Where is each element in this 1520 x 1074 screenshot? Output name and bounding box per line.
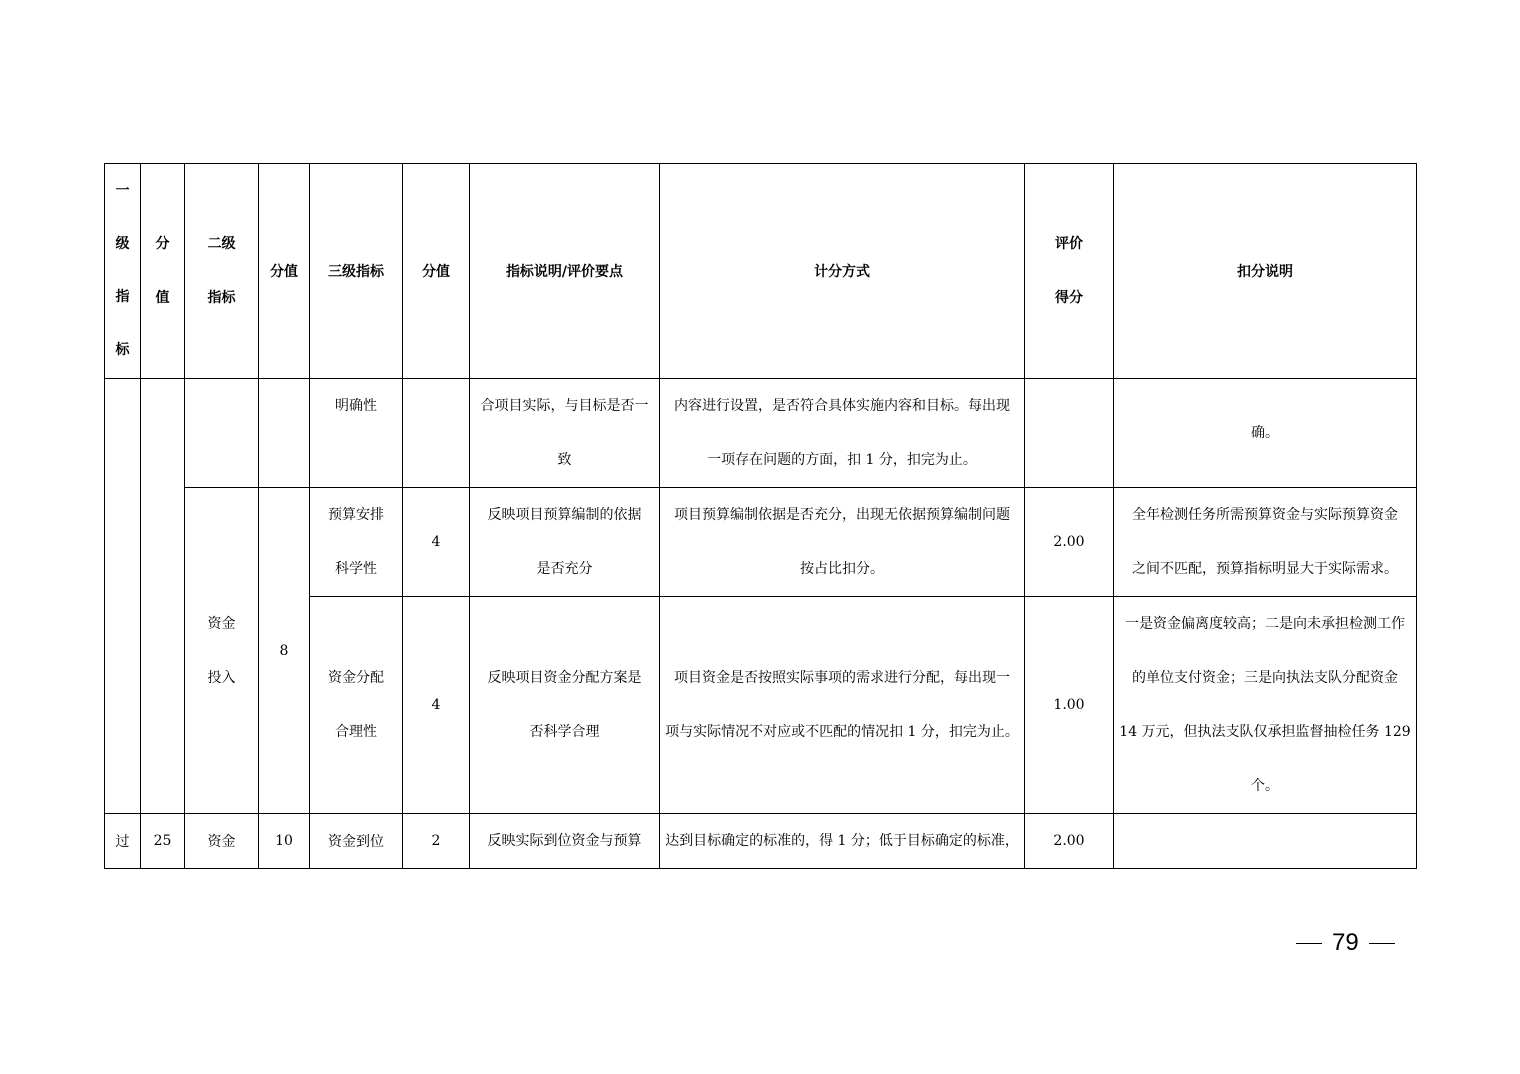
eval-score-cell: 1.00 <box>1025 597 1114 814</box>
header-level2: 二级 指标 <box>185 164 259 379</box>
level1-cell: 过 <box>105 814 141 869</box>
page-number-dash-right <box>1369 943 1395 944</box>
score3-cell: 4 <box>403 488 470 597</box>
header-description: 指标说明/评价要点 <box>470 164 660 379</box>
scoring-method-cell: 达到目标确定的标准的，得 1 分；低于目标确定的标准， <box>660 814 1025 869</box>
scoring-method-cell: 项目资金是否按照实际事项的需求进行分配，每出现一 项与实际情况不对应或不匹配的情况扣 1 分，扣完为止。 <box>660 597 1025 814</box>
header-eval-score: 评价 得分 <box>1025 164 1114 379</box>
score3-cell: 4 <box>403 597 470 814</box>
page-number-dash-left <box>1296 943 1322 944</box>
scoring-method-cell: 项目预算编制依据是否充分，出现无依据预算编制问题 按占比扣分。 <box>660 488 1025 597</box>
level3-cell: 资金到位 <box>310 814 403 869</box>
header-scoring-method: 计分方式 <box>660 164 1025 379</box>
deduction-note-cell <box>1114 814 1417 869</box>
table-row <box>105 488 1417 597</box>
header-score3: 分值 <box>403 164 470 379</box>
score2-cell: 8 <box>259 488 310 814</box>
score1-cell: 25 <box>141 814 185 869</box>
description-cell: 反映项目预算编制的依据 是否充分 <box>470 488 660 597</box>
table-header-row <box>105 164 1417 379</box>
level2-cell: 资金 投入 <box>185 488 259 814</box>
description-cell: 反映项目资金分配方案是 否科学合理 <box>470 597 660 814</box>
score3-cell-empty <box>403 379 470 488</box>
table-row <box>105 379 1417 488</box>
score1-cell-empty <box>141 379 185 814</box>
deduction-note-cell: 一是资金偏离度较高；二是向未承担检测工作 的单位支付资金；三是向执法支队分配资金 14 万元，但执法支队仅承担监督抽检任务 129 个。 <box>1114 597 1417 814</box>
deduction-note-cell: 全年检测任务所需预算资金与实际预算资金 之间不匹配，预算指标明显大于实际需求。 <box>1114 488 1417 597</box>
level3-cell: 明确性 <box>310 379 403 488</box>
score2-cell: 10 <box>259 814 310 869</box>
description-cell: 反映实际到位资金与预算 <box>470 814 660 869</box>
header-level3: 三级指标 <box>310 164 403 379</box>
score3-cell: 2 <box>403 814 470 869</box>
level2-cell: 资金 <box>185 814 259 869</box>
page-number: 79 <box>1286 929 1405 957</box>
level1-cell-empty <box>105 379 141 814</box>
eval-score-cell: 2.00 <box>1025 814 1114 869</box>
table-row <box>105 814 1417 869</box>
header-level1: 一 级 指 标 <box>105 164 141 379</box>
eval-score-cell: 2.00 <box>1025 488 1114 597</box>
deduction-note-cell: 确。 <box>1114 379 1417 488</box>
header-score2: 分值 <box>259 164 310 379</box>
eval-score-cell-empty <box>1025 379 1114 488</box>
description-cell: 合项目实际，与目标是否一 致 <box>470 379 660 488</box>
evaluation-table <box>104 163 1417 869</box>
score2-cell-empty <box>259 379 310 488</box>
header-deduction-note: 扣分说明 <box>1114 164 1417 379</box>
scoring-method-cell: 内容进行设置，是否符合具体实施内容和目标。每出现 一项存在问题的方面，扣 1 分，扣完为止。 <box>660 379 1025 488</box>
level3-cell: 预算安排 科学性 <box>310 488 403 597</box>
level3-cell: 资金分配 合理性 <box>310 597 403 814</box>
header-score1: 分 值 <box>141 164 185 379</box>
level2-cell-empty <box>185 379 259 488</box>
